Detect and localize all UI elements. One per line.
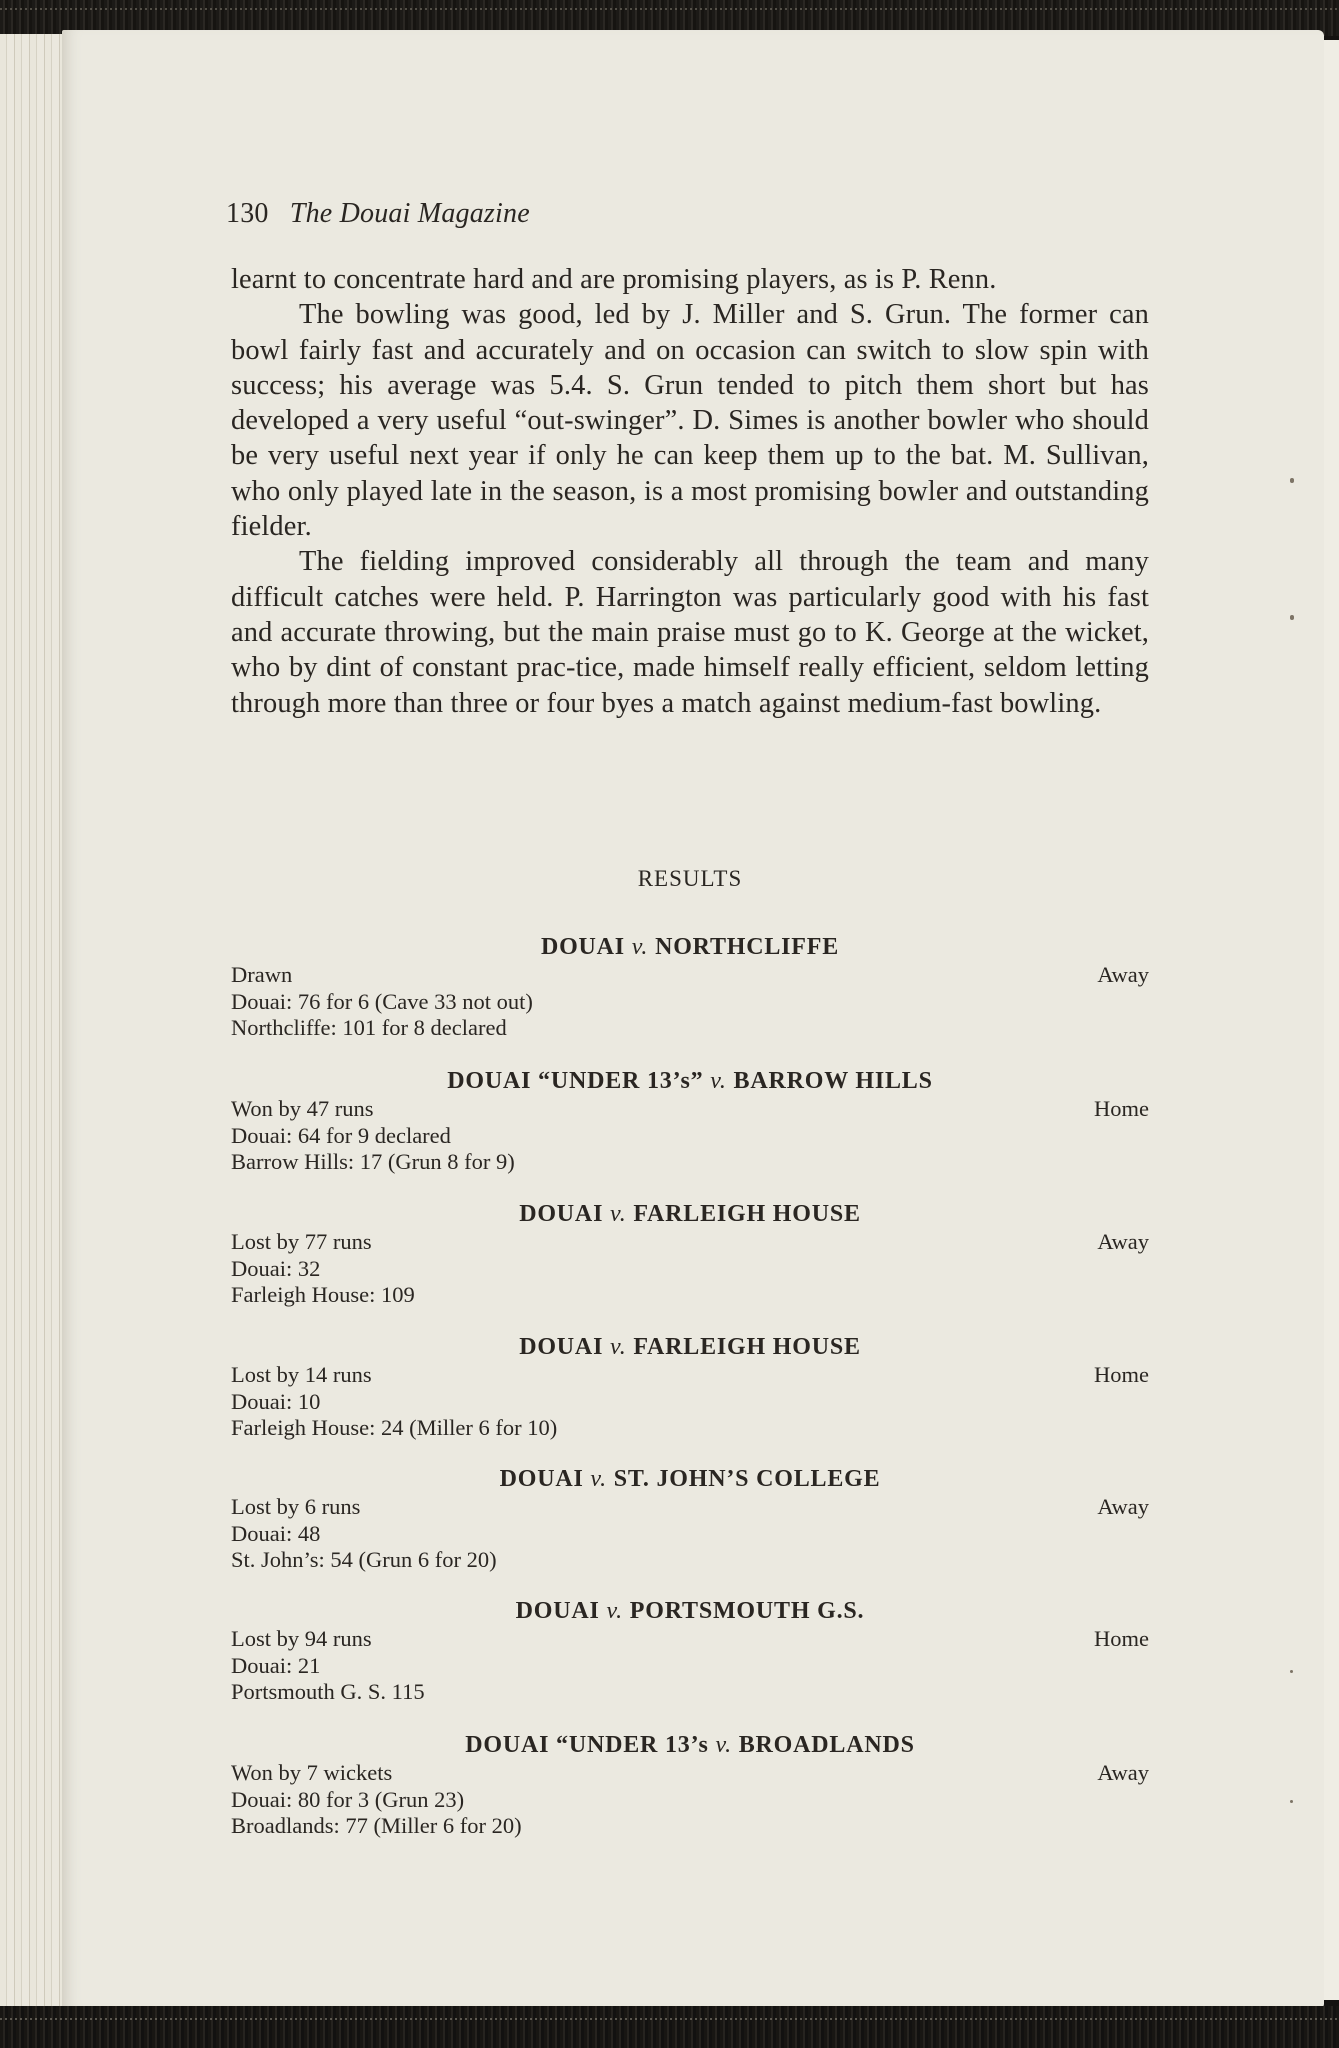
home-team: DOUAI [499, 1466, 584, 1492]
match-heading [231, 1199, 1149, 1229]
home-team: DOUAI “UNDER 13’s” [447, 1068, 704, 1094]
match-venue: Home [1094, 1362, 1149, 1387]
results-heading: RESULTS [637, 866, 743, 891]
match-outcome: Lost by 14 runs [231, 1362, 372, 1387]
result-row [231, 962, 1149, 989]
versus-label: v. [710, 1068, 727, 1094]
paper-speck [1290, 478, 1294, 483]
match-outcome: Won by 47 runs [231, 1096, 374, 1121]
book-cover-bottom [0, 2006, 1339, 2048]
douai-score: Douai: 76 for 6 (Cave 33 not out) [231, 988, 533, 1014]
douai-score: Douai: 48 [231, 1520, 321, 1546]
match-outcome: Lost by 77 runs [231, 1229, 372, 1254]
page-number: 130 [226, 198, 269, 229]
home-team: DOUAI [519, 1201, 604, 1227]
home-team: DOUAI [540, 934, 625, 960]
opponent-score: Portsmouth G. S. 115 [231, 1679, 425, 1704]
opponent-score: St. John’s: 54 (Grun 6 for 20) [231, 1547, 497, 1572]
opponent-team: BROADLANDS [738, 1732, 915, 1758]
match-result [231, 1730, 1149, 1840]
match-outcome: Drawn [231, 962, 293, 987]
opponent-score: Farleigh House: 24 (Miller 6 for 10) [231, 1415, 558, 1440]
paper-speck [1290, 1800, 1293, 1803]
douai-score: Douai: 10 [231, 1388, 321, 1414]
versus-label: v. [610, 1201, 627, 1227]
douai-score: Douai: 80 for 3 (Grun 23) [231, 1786, 465, 1812]
opponent-team: BARROW HILLS [733, 1068, 933, 1094]
opponent-score: Northcliffe: 101 for 8 declared [231, 1015, 507, 1040]
douai-score: Douai: 32 [231, 1255, 321, 1281]
match-result [231, 1464, 1149, 1574]
home-team: DOUAI “UNDER 13’s [465, 1732, 709, 1758]
match-result [231, 1199, 1149, 1309]
result-row [231, 1229, 1149, 1256]
match-result [231, 1596, 1149, 1706]
match-venue: Away [1097, 1229, 1149, 1254]
home-team: DOUAI [515, 1598, 600, 1624]
match-heading [231, 1332, 1149, 1362]
match-outcome: Won by 7 wickets [231, 1760, 393, 1785]
opponent-team: ST. JOHN’S COLLEGE [613, 1466, 881, 1492]
publication-title: The Douai Magazine [289, 198, 530, 229]
paper-speck [1290, 1670, 1293, 1673]
match-venue: Home [1094, 1096, 1149, 1121]
opponent-score: Broadlands: 77 (Miller 6 for 20) [231, 1813, 522, 1838]
versus-label: v. [606, 1598, 623, 1624]
result-row [231, 1760, 1149, 1787]
paragraph: learnt to concentrate hard and are promising players, as is P. Renn. [231, 264, 997, 295]
match-heading [231, 1730, 1149, 1760]
versus-label: v. [715, 1732, 732, 1758]
match-venue: Away [1097, 962, 1149, 987]
match-result [231, 1066, 1149, 1176]
match-heading [231, 1066, 1149, 1096]
versus-label: v. [631, 934, 649, 960]
match-outcome: Lost by 94 runs [231, 1626, 372, 1651]
match-outcome: Lost by 6 runs [231, 1494, 361, 1519]
match-heading [231, 1596, 1149, 1626]
article-body [231, 262, 1149, 721]
result-row [231, 1362, 1149, 1389]
opponent-score: Farleigh House: 109 [231, 1282, 415, 1307]
match-venue: Home [1094, 1626, 1149, 1651]
opponent-team: FARLEIGH HOUSE [633, 1201, 861, 1227]
versus-label: v. [610, 1334, 627, 1360]
paragraph: The fielding improved considerably all through the team and many difficult catches were held. P. Harrington was particularly good with his fast and accurate throwing, but the main praise must go to K. George at the wicket, who by dint of constant prac-tice, made himself really efficient, seldom letting through more than three or four byes a match against medium-fast bowling. [231, 546, 1149, 719]
match-venue: Away [1097, 1760, 1149, 1785]
result-row [231, 1096, 1149, 1123]
paper-speck [1290, 615, 1294, 620]
douai-score: Douai: 21 [231, 1652, 321, 1678]
match-heading [231, 932, 1149, 962]
match-result [231, 932, 1149, 1042]
home-team: DOUAI [519, 1334, 604, 1360]
match-venue: Away [1097, 1494, 1149, 1519]
opponent-score: Barrow Hills: 17 (Grun 8 for 9) [231, 1149, 515, 1174]
result-row [231, 1626, 1149, 1653]
result-row [231, 1494, 1149, 1521]
opponent-team: PORTSMOUTH G.S. [629, 1598, 865, 1624]
versus-label: v. [590, 1466, 607, 1492]
opponent-team: NORTHCLIFFE [655, 934, 840, 960]
running-header [226, 198, 530, 230]
douai-score: Douai: 64 for 9 declared [231, 1122, 451, 1148]
match-result [231, 1332, 1149, 1442]
match-heading [231, 1464, 1149, 1494]
opponent-team: FARLEIGH HOUSE [633, 1334, 861, 1360]
paragraph: The bowling was good, led by J. Miller and S. Grun. The former can bowl fairly fast and accurately and on occasion can switch to slow spin with success; his average was 5.4. S. Grun tended to pitch them short but has developed a very useful “out-swinger”. D. Simes is another bowler who should be very useful next year if only he can keep them up to the bat. M. Sullivan, who only played late in the season, is a most promising bowler and outstanding fielder. [231, 299, 1149, 543]
